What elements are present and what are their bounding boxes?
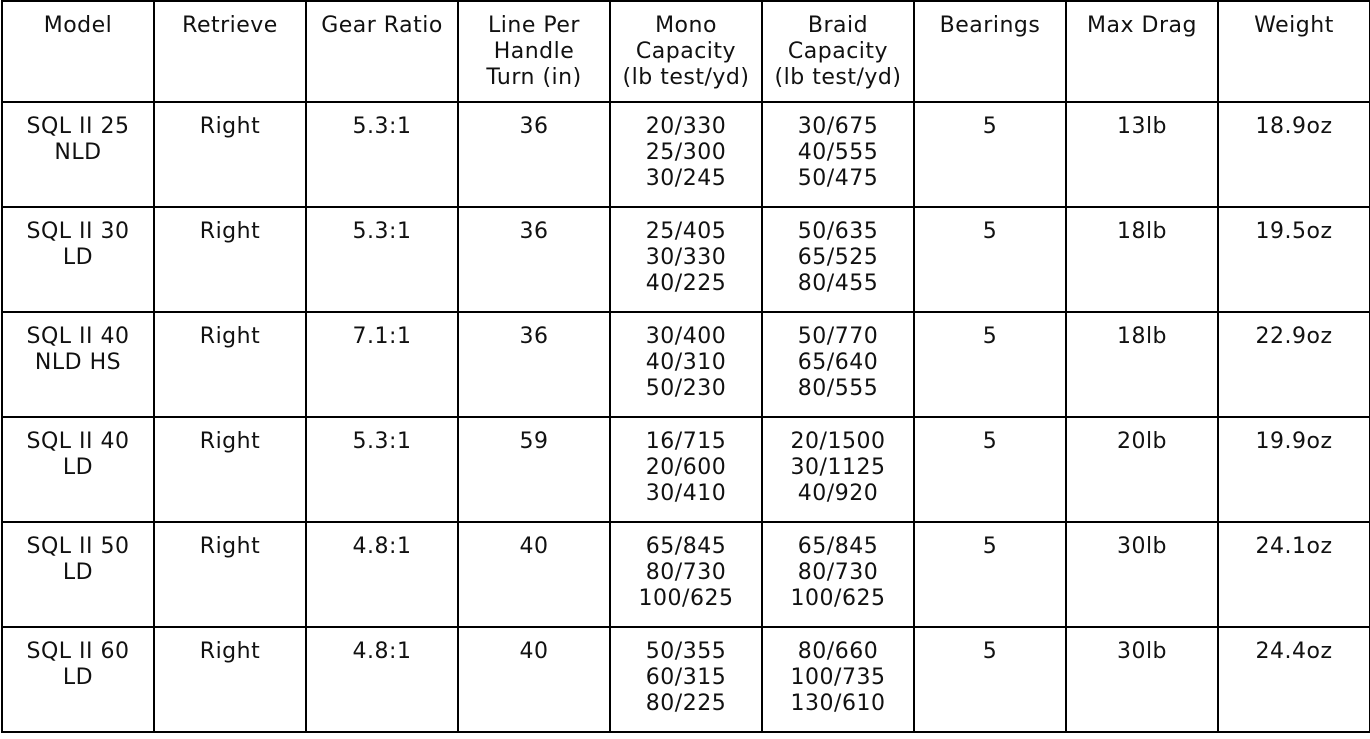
cell-braid-capacity-line: 40/920 <box>797 481 879 506</box>
header-retrieve-text: Retrieve <box>182 13 278 38</box>
header-line-per-handle-turn-line-3: Turn (in) <box>486 65 582 90</box>
cell-braid-capacity-line: 65/845 <box>797 534 879 559</box>
cell-mono-capacity-line: 30/410 <box>645 481 727 506</box>
cell-braid-capacity <box>762 312 914 417</box>
cell-gear-ratio <box>306 312 458 417</box>
cell-max-drag-line: 30lb <box>1116 534 1168 559</box>
cell-bearings-line: 5 <box>982 114 998 139</box>
cell-braid-capacity-line: 30/675 <box>797 114 879 139</box>
cell-retrieve <box>154 312 306 417</box>
cell-braid-capacity-line: 20/1500 <box>790 429 886 454</box>
cell-braid-capacity-line: 80/660 <box>797 639 879 664</box>
cell-mono-capacity-line: 100/625 <box>638 586 734 611</box>
header-model-text: Model <box>43 13 113 38</box>
cell-mono-capacity-line: 40/310 <box>645 350 727 375</box>
cell-max-drag-line: 13lb <box>1116 114 1168 139</box>
cell-retrieve-line: Right <box>199 324 261 349</box>
table-row <box>2 312 1370 417</box>
cell-gear-ratio-line: 4.8:1 <box>352 534 412 559</box>
cell-braid-capacity-line: 80/555 <box>797 376 879 401</box>
cell-bearings-line: 5 <box>982 324 998 349</box>
cell-retrieve <box>154 417 306 522</box>
cell-weight <box>1218 627 1370 732</box>
cell-gear-ratio <box>306 417 458 522</box>
cell-max-drag <box>1066 312 1218 417</box>
cell-model-line: SQL II 25 <box>26 114 130 139</box>
header-bearings-text: Bearings <box>939 13 1041 38</box>
cell-line-per-handle-turn-line: 40 <box>519 534 549 559</box>
cell-mono-capacity-line: 20/330 <box>645 114 727 139</box>
cell-model-line: LD <box>62 245 94 270</box>
cell-model-line: NLD <box>54 140 102 165</box>
header-line-per-handle-turn-line-2: Handle <box>493 39 575 64</box>
header-braid-capacity-line-3: (lb test/yd) <box>774 65 902 90</box>
cell-weight <box>1218 207 1370 312</box>
cell-gear-ratio <box>306 102 458 207</box>
cell-bearings <box>914 627 1066 732</box>
cell-mono-capacity-line: 40/225 <box>645 271 727 296</box>
table-row <box>2 417 1370 522</box>
header-line-per-handle-turn <box>458 1 610 102</box>
cell-weight-line: 24.4oz <box>1255 639 1333 664</box>
header-mono-capacity-line-1: Mono <box>655 13 717 38</box>
cell-gear-ratio-line: 7.1:1 <box>352 324 412 349</box>
cell-braid-capacity-line: 80/730 <box>797 560 879 585</box>
header-weight-text: Weight <box>1254 13 1334 38</box>
cell-braid-capacity <box>762 522 914 627</box>
cell-braid-capacity <box>762 417 914 522</box>
cell-line-per-handle-turn <box>458 627 610 732</box>
cell-model-line: SQL II 40 <box>26 324 130 349</box>
cell-weight <box>1218 417 1370 522</box>
cell-max-drag <box>1066 102 1218 207</box>
cell-model <box>2 627 154 732</box>
cell-model-line: SQL II 30 <box>26 219 130 244</box>
cell-retrieve-line: Right <box>199 219 261 244</box>
cell-gear-ratio-line: 5.3:1 <box>352 114 412 139</box>
cell-bearings <box>914 102 1066 207</box>
cell-line-per-handle-turn-line: 40 <box>519 639 549 664</box>
cell-retrieve-line: Right <box>199 114 261 139</box>
cell-line-per-handle-turn-line: 36 <box>519 114 549 139</box>
cell-mono-capacity <box>610 102 762 207</box>
cell-braid-capacity <box>762 207 914 312</box>
cell-mono-capacity-line: 16/715 <box>645 429 727 454</box>
header-mono-capacity-line-2: Capacity <box>635 39 737 64</box>
cell-gear-ratio <box>306 207 458 312</box>
cell-weight-line: 24.1oz <box>1255 534 1333 559</box>
cell-weight-line: 22.9oz <box>1255 324 1333 349</box>
cell-mono-capacity <box>610 417 762 522</box>
header-braid-capacity <box>762 1 914 102</box>
cell-mono-capacity-line: 25/300 <box>645 140 727 165</box>
cell-model-line: SQL II 60 <box>26 639 130 664</box>
cell-braid-capacity-line: 65/640 <box>797 350 879 375</box>
cell-model <box>2 207 154 312</box>
cell-line-per-handle-turn <box>458 102 610 207</box>
cell-bearings <box>914 522 1066 627</box>
header-model <box>2 1 154 102</box>
cell-mono-capacity-line: 80/225 <box>645 691 727 716</box>
header-braid-capacity-line-2: Capacity <box>787 39 889 64</box>
cell-model <box>2 312 154 417</box>
cell-braid-capacity <box>762 102 914 207</box>
cell-line-per-handle-turn-line: 36 <box>519 219 549 244</box>
cell-braid-capacity-line: 40/555 <box>797 140 879 165</box>
cell-retrieve <box>154 522 306 627</box>
cell-max-drag-line: 30lb <box>1116 639 1168 664</box>
cell-weight-line: 18.9oz <box>1255 114 1333 139</box>
cell-line-per-handle-turn-line: 59 <box>519 429 549 454</box>
cell-retrieve <box>154 102 306 207</box>
cell-line-per-handle-turn <box>458 522 610 627</box>
header-max-drag-text: Max Drag <box>1087 13 1197 38</box>
cell-gear-ratio-line: 4.8:1 <box>352 639 412 664</box>
cell-braid-capacity-line: 80/455 <box>797 271 879 296</box>
cell-model-line: NLD HS <box>34 350 122 375</box>
cell-retrieve <box>154 207 306 312</box>
cell-mono-capacity-line: 80/730 <box>645 560 727 585</box>
cell-mono-capacity-line: 65/845 <box>645 534 727 559</box>
cell-braid-capacity-line: 30/1125 <box>790 455 886 480</box>
cell-mono-capacity <box>610 522 762 627</box>
cell-bearings-line: 5 <box>982 534 998 559</box>
header-retrieve <box>154 1 306 102</box>
cell-model-line: LD <box>62 455 94 480</box>
cell-mono-capacity-line: 50/230 <box>645 376 727 401</box>
cell-braid-capacity <box>762 627 914 732</box>
header-braid-capacity-line-1: Braid <box>807 13 869 38</box>
table-body <box>2 102 1370 732</box>
cell-max-drag-line: 20lb <box>1116 429 1168 454</box>
table-row <box>2 207 1370 312</box>
cell-mono-capacity-line: 60/315 <box>645 665 727 690</box>
cell-model <box>2 522 154 627</box>
cell-max-drag <box>1066 522 1218 627</box>
cell-max-drag-line: 18lb <box>1116 219 1168 244</box>
cell-mono-capacity <box>610 312 762 417</box>
cell-model <box>2 417 154 522</box>
cell-braid-capacity-line: 100/625 <box>790 586 886 611</box>
header-max-drag <box>1066 1 1218 102</box>
cell-bearings-line: 5 <box>982 639 998 664</box>
cell-mono-capacity-line: 20/600 <box>645 455 727 480</box>
cell-weight-line: 19.5oz <box>1255 219 1333 244</box>
cell-mono-capacity-line: 50/355 <box>645 639 727 664</box>
cell-model-line: SQL II 40 <box>26 429 130 454</box>
cell-braid-capacity-line: 50/475 <box>797 166 879 191</box>
cell-mono-capacity <box>610 627 762 732</box>
cell-retrieve-line: Right <box>199 534 261 559</box>
cell-weight <box>1218 102 1370 207</box>
cell-bearings <box>914 207 1066 312</box>
header-bearings <box>914 1 1066 102</box>
header-row <box>2 1 1370 102</box>
cell-gear-ratio <box>306 522 458 627</box>
cell-braid-capacity-line: 100/735 <box>790 665 886 690</box>
cell-model <box>2 102 154 207</box>
header-weight <box>1218 1 1370 102</box>
cell-line-per-handle-turn <box>458 207 610 312</box>
cell-retrieve-line: Right <box>199 429 261 454</box>
cell-bearings <box>914 312 1066 417</box>
cell-weight <box>1218 312 1370 417</box>
header-gear-ratio-text: Gear Ratio <box>321 13 443 38</box>
cell-line-per-handle-turn <box>458 312 610 417</box>
header-line-per-handle-turn-line-1: Line Per <box>488 13 580 38</box>
cell-model-line: LD <box>62 665 94 690</box>
cell-braid-capacity-line: 130/610 <box>790 691 886 716</box>
reel-spec-table <box>1 0 1370 733</box>
table-row <box>2 102 1370 207</box>
cell-mono-capacity-line: 30/245 <box>645 166 727 191</box>
cell-mono-capacity-line: 30/330 <box>645 245 727 270</box>
header-mono-capacity-line-3: (lb test/yd) <box>622 65 750 90</box>
cell-braid-capacity-line: 65/525 <box>797 245 879 270</box>
header-gear-ratio <box>306 1 458 102</box>
cell-retrieve <box>154 627 306 732</box>
cell-braid-capacity-line: 50/635 <box>797 219 879 244</box>
cell-weight <box>1218 522 1370 627</box>
cell-bearings-line: 5 <box>982 219 998 244</box>
cell-weight-line: 19.9oz <box>1255 429 1333 454</box>
cell-max-drag <box>1066 417 1218 522</box>
cell-mono-capacity-line: 25/405 <box>645 219 727 244</box>
table-row <box>2 627 1370 732</box>
table-row <box>2 522 1370 627</box>
cell-model-line: SQL II 50 <box>26 534 130 559</box>
cell-mono-capacity-line: 30/400 <box>645 324 727 349</box>
cell-bearings-line: 5 <box>982 429 998 454</box>
cell-max-drag-line: 18lb <box>1116 324 1168 349</box>
cell-gear-ratio-line: 5.3:1 <box>352 219 412 244</box>
cell-retrieve-line: Right <box>199 639 261 664</box>
cell-bearings <box>914 417 1066 522</box>
cell-max-drag <box>1066 207 1218 312</box>
header-mono-capacity <box>610 1 762 102</box>
cell-gear-ratio <box>306 627 458 732</box>
cell-mono-capacity <box>610 207 762 312</box>
cell-braid-capacity-line: 50/770 <box>797 324 879 349</box>
cell-line-per-handle-turn <box>458 417 610 522</box>
cell-gear-ratio-line: 5.3:1 <box>352 429 412 454</box>
cell-line-per-handle-turn-line: 36 <box>519 324 549 349</box>
cell-max-drag <box>1066 627 1218 732</box>
table-header <box>2 1 1370 102</box>
cell-model-line: LD <box>62 560 94 585</box>
